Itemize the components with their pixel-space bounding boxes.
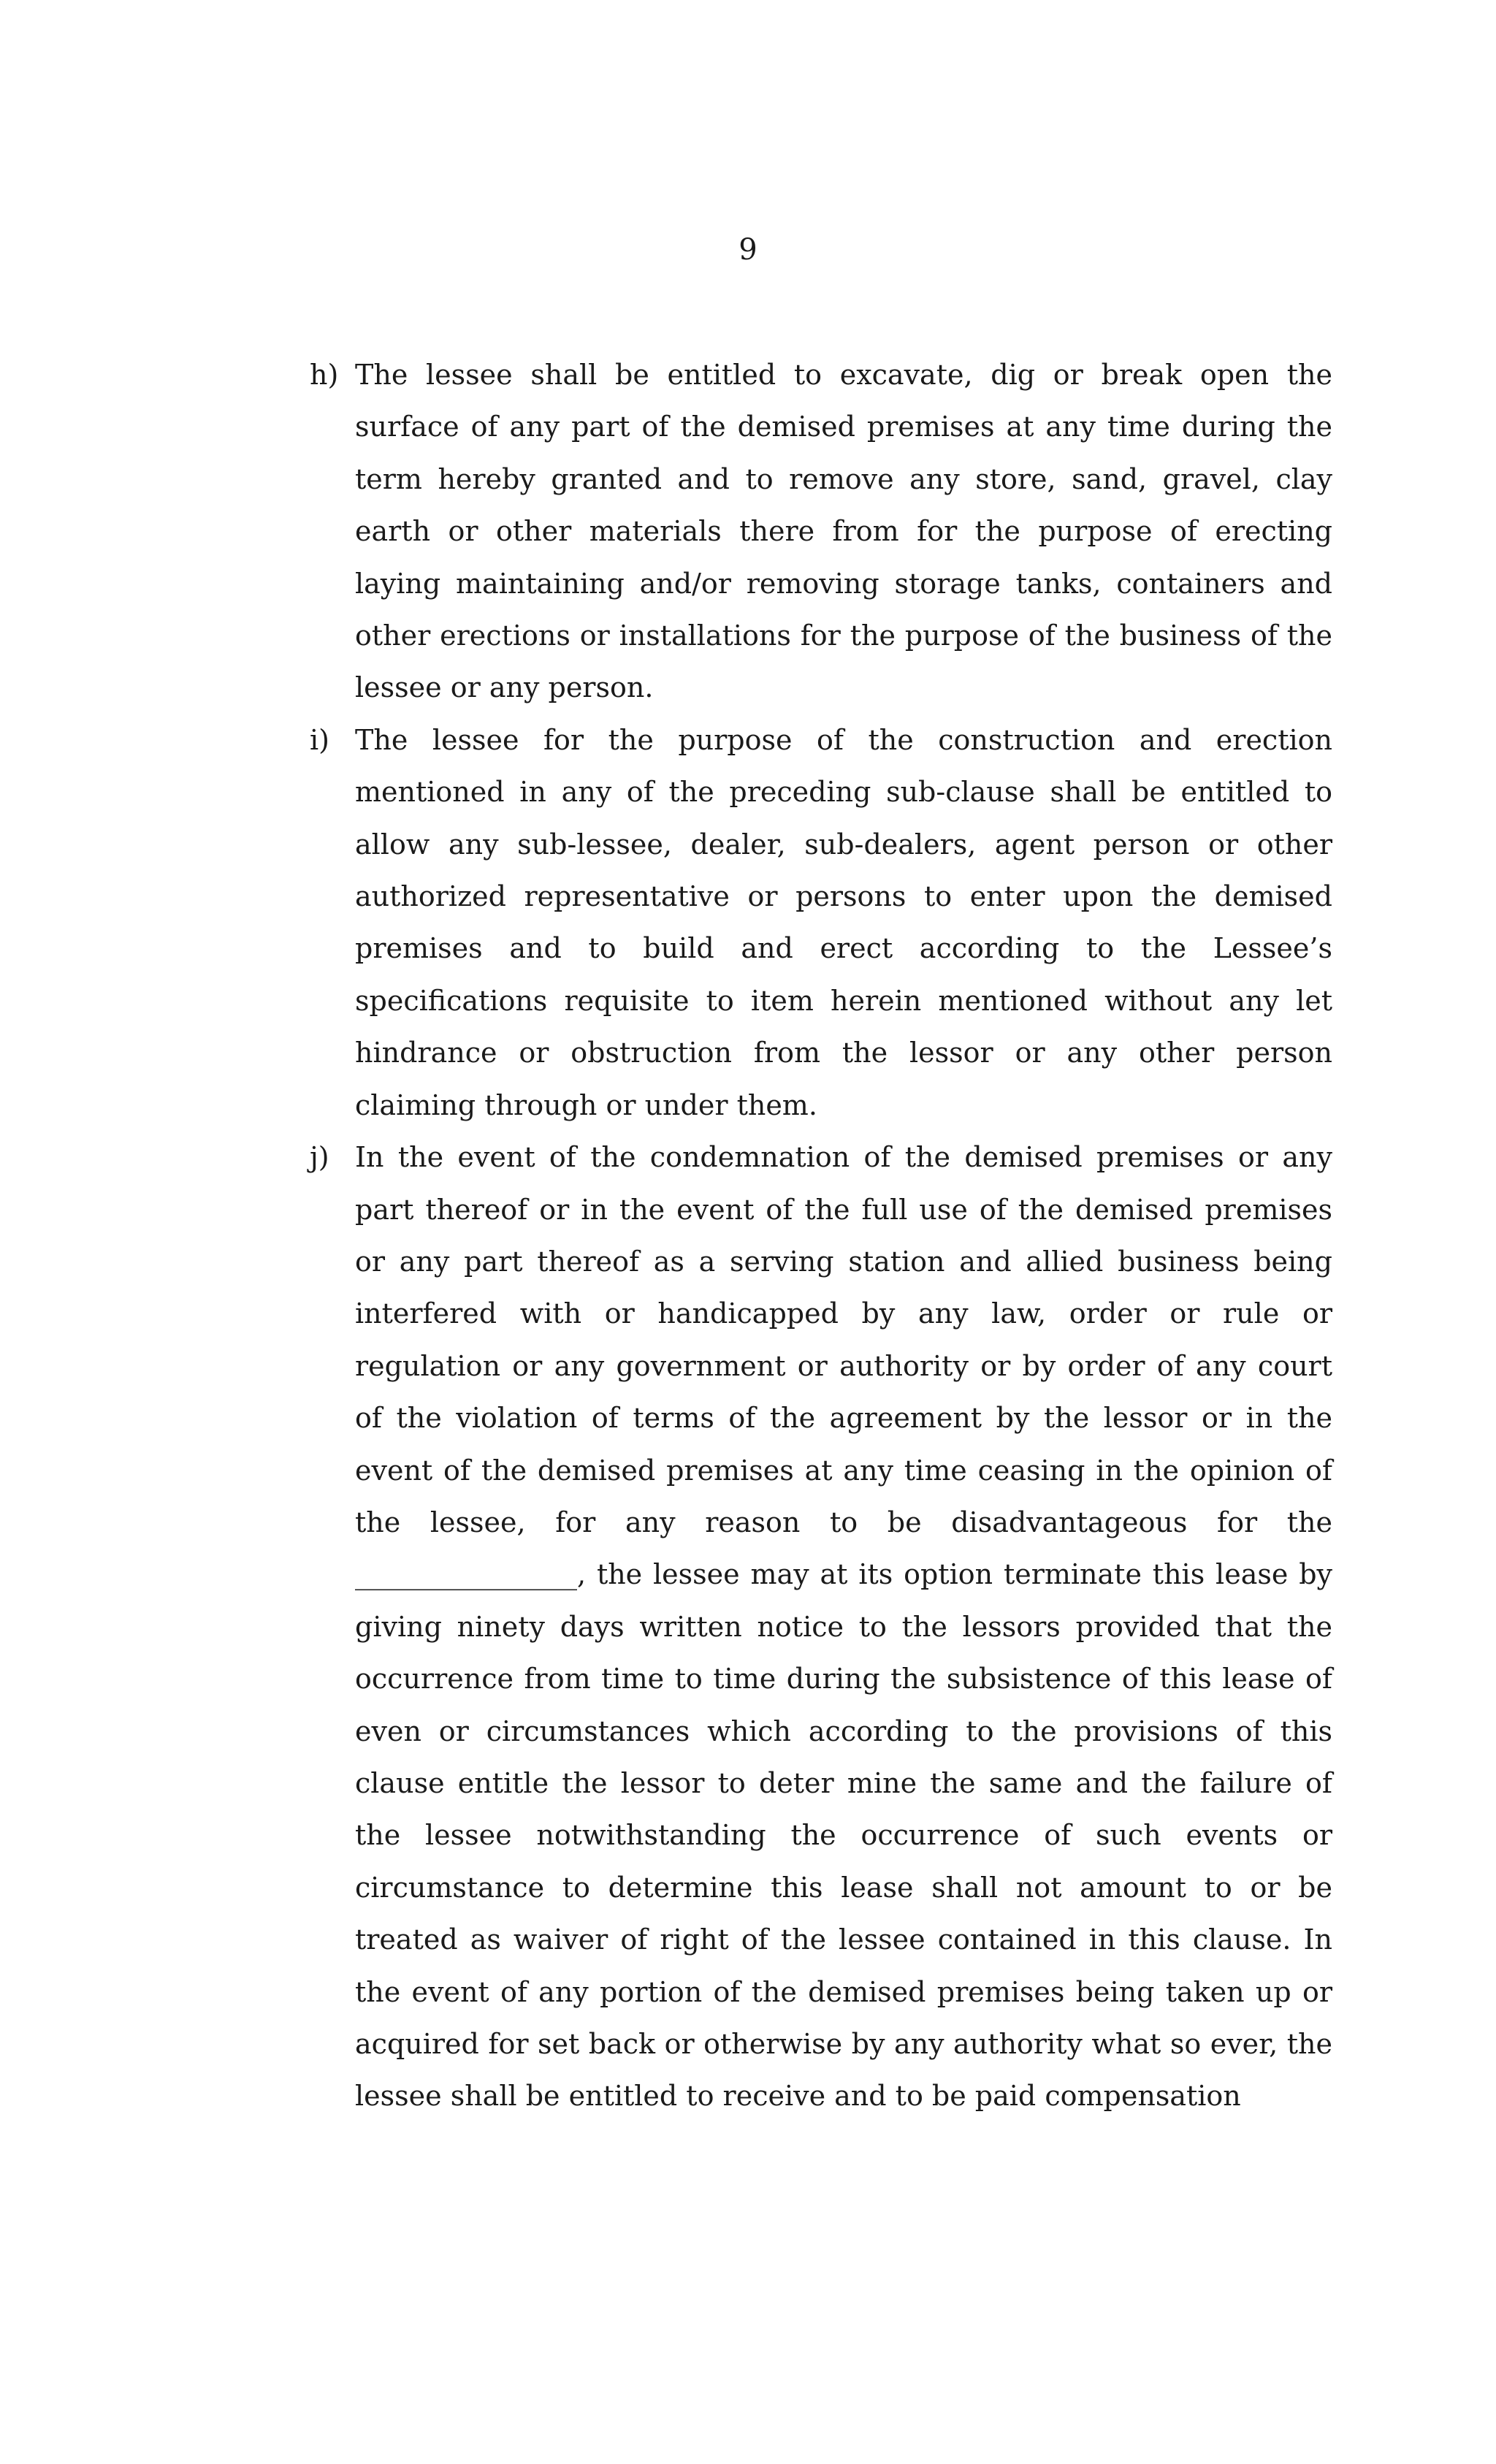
clause-list — [310, 349, 1332, 2123]
clause-label: i) — [310, 723, 329, 756]
clause-text: In the event of the condemnation of the demised premises or any part thereof or in the event of the full use of the demised premises or any part thereof as a serving station and allied business being interfered with or handicapped by any law, order or rule or regulation or any government or authority or by order of any court of the violation of terms of the agreement by the lessor or in the event of the demised premises at any time ceasing in the opinion of the lessee, for any reason to be disadvantageous for the ________________, the lessee may at its option terminate this lease by giving ninety days written notice to the lessors provided that the occurrence from time to time during the subsistence of this lease of even or circumstances which according to the provisions of this clause entitle the lessor to deter mine the same and the failure of the lessee notwithstanding the occurrence of such events or circumstance to determine this lease shall not amount to or be treated as waiver of right of the lessee contained in this clause. In the event of any portion of the demised premises being taken up or acquired for set back or otherwise by any authority what so ever, the lessee shall be entitled to receive and to be paid compensation — [355, 1141, 1332, 2113]
page-number: 9 — [739, 233, 757, 267]
clause-text: The lessee for the purpose of the construction and erection mentioned in any of the preceding sub-clause shall be entitled to allow any sub-lessee, dealer, sub-dealers, agent person or other authorized representative or persons to enter upon the demised premises and to build and erect according to the Lessee’s specifications requisite to item herein mentioned without any let hindrance or obstruction from the lessor or any other person claiming through or under them. — [355, 723, 1332, 1121]
clause-j — [310, 1132, 1332, 2123]
clause-label: j) — [310, 1141, 329, 1174]
clause-i — [310, 714, 1332, 1132]
clause-h — [310, 349, 1332, 714]
clause-text: The lessee shall be entitled to excavate, dig or break open the surface of any part of the demised premises at any time during the term hereby granted and to remove any store, sand, gravel, clay earth or other materials there from for the purpose of erecting laying maintaining and/or removing storage tanks, containers and other erections or installations for the purpose of the business of the lessee or any person. — [355, 359, 1332, 704]
clause-label: h) — [310, 359, 339, 391]
